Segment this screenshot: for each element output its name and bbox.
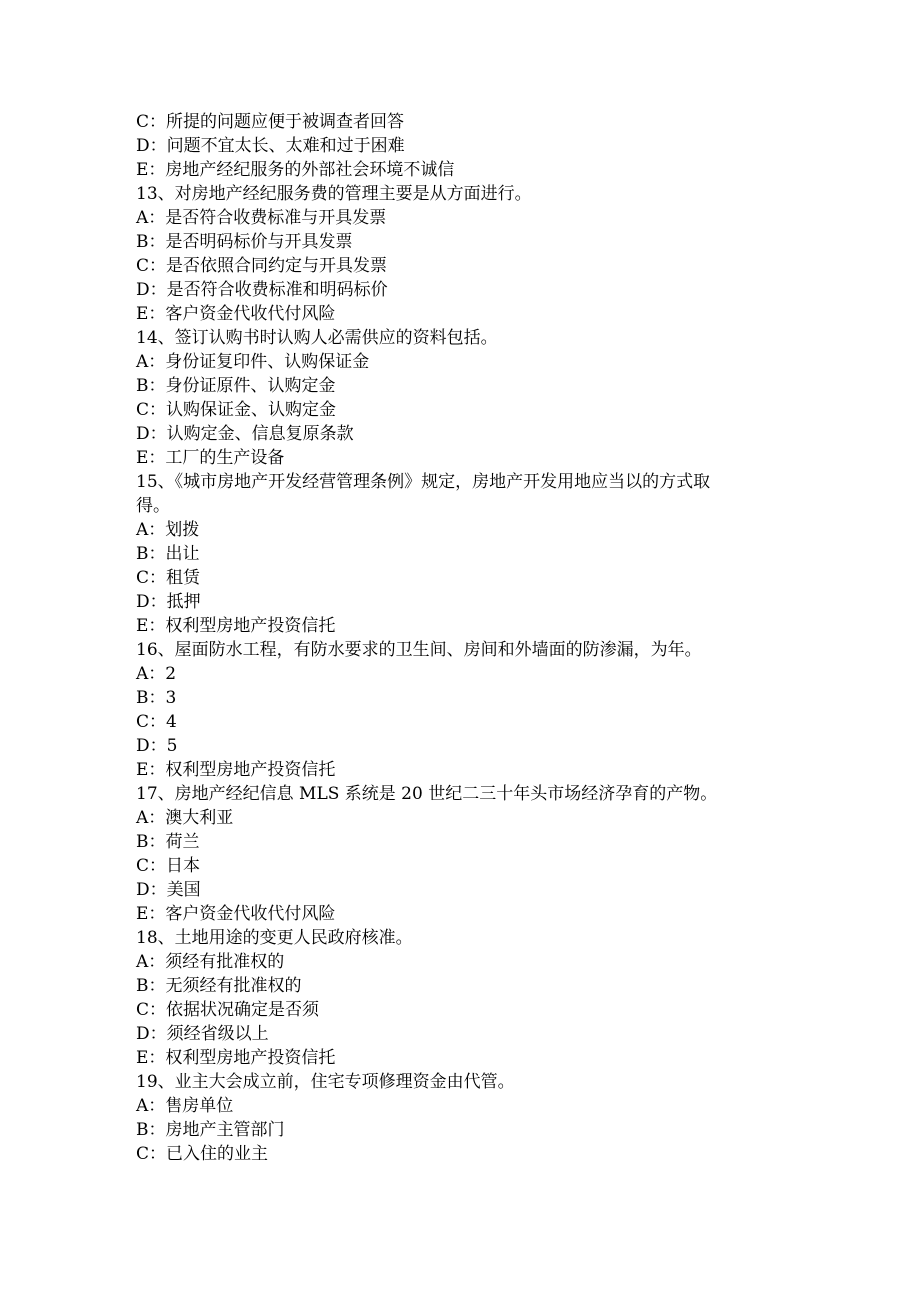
option-line: B：是否明码标价与开具发票 bbox=[136, 232, 353, 252]
option-line: C：日本 bbox=[136, 856, 201, 876]
option-line: D：5 bbox=[136, 736, 178, 756]
option-line: A：售房单位 bbox=[136, 1096, 234, 1116]
question-18: 18、土地用途的变更人民政府核准。 bbox=[136, 928, 413, 948]
option-line: C：是否依照合同约定与开具发票 bbox=[136, 256, 388, 276]
option-line: E：工厂的生产设备 bbox=[136, 448, 285, 468]
option-line: E：权利型房地产投资信托 bbox=[136, 760, 336, 780]
option-line: A：划拨 bbox=[136, 520, 200, 540]
option-line: E：权利型房地产投资信托 bbox=[136, 1048, 336, 1068]
option-line: B：身份证原件、认购定金 bbox=[136, 376, 336, 396]
option-line: E：客户资金代收代付风险 bbox=[136, 304, 336, 324]
question-15-continued: 得。 bbox=[136, 496, 170, 516]
option-line: E：权利型房地产投资信托 bbox=[136, 616, 336, 636]
question-13: 13、对房地产经纪服务费的管理主要是从方面进行。 bbox=[136, 184, 532, 204]
question-16: 16、屋面防水工程，有防水要求的卫生间、房间和外墙面的防渗漏，为年。 bbox=[136, 640, 702, 660]
option-line: B：出让 bbox=[136, 544, 200, 564]
option-line: D：须经省级以上 bbox=[136, 1024, 269, 1044]
option-line: A：是否符合收费标准与开具发票 bbox=[136, 208, 387, 228]
document-body bbox=[136, 110, 786, 1166]
option-line: A：须经有批准权的 bbox=[136, 952, 285, 972]
option-line: A：澳大利亚 bbox=[136, 808, 234, 828]
question-15: 15、《城市房地产开发经营管理条例》规定，房地产开发用地应当以的方式取 bbox=[136, 472, 711, 492]
option-line: C：所提的问题应便于被调查者回答 bbox=[136, 112, 405, 132]
option-line: D：问题不宜太长、太难和过于困难 bbox=[136, 136, 405, 156]
option-line: B：荷兰 bbox=[136, 832, 200, 852]
option-line: A：2 bbox=[136, 664, 177, 684]
option-line: E：客户资金代收代付风险 bbox=[136, 904, 336, 924]
option-line: D：美国 bbox=[136, 880, 201, 900]
option-line: D：抵押 bbox=[136, 592, 201, 612]
option-line: B：3 bbox=[136, 688, 177, 708]
option-line: C：4 bbox=[136, 712, 177, 732]
question-17: 17、房地产经纪信息 MLS 系统是 20 世纪二三十年头市场经济孕育的产物。 bbox=[136, 784, 718, 804]
option-line: C：租赁 bbox=[136, 568, 201, 588]
option-line: C：依据状况确定是否须 bbox=[136, 1000, 320, 1020]
option-line: E：房地产经纪服务的外部社会环境不诚信 bbox=[136, 160, 455, 180]
option-line: C：已入住的业主 bbox=[136, 1144, 269, 1164]
option-line: D：认购定金、信息复原条款 bbox=[136, 424, 354, 444]
question-14: 14、签订认购书时认购人必需供应的资料包括。 bbox=[136, 328, 498, 348]
question-19: 19、业主大会成立前，住宅专项修理资金由代管。 bbox=[136, 1072, 515, 1092]
option-line: C：认购保证金、认购定金 bbox=[136, 400, 337, 420]
option-line: A：身份证复印件、认购保证金 bbox=[136, 352, 370, 372]
option-line: B：无须经有批准权的 bbox=[136, 976, 302, 996]
option-line: D：是否符合收费标准和明码标价 bbox=[136, 280, 388, 300]
option-line: B：房地产主管部门 bbox=[136, 1120, 285, 1140]
